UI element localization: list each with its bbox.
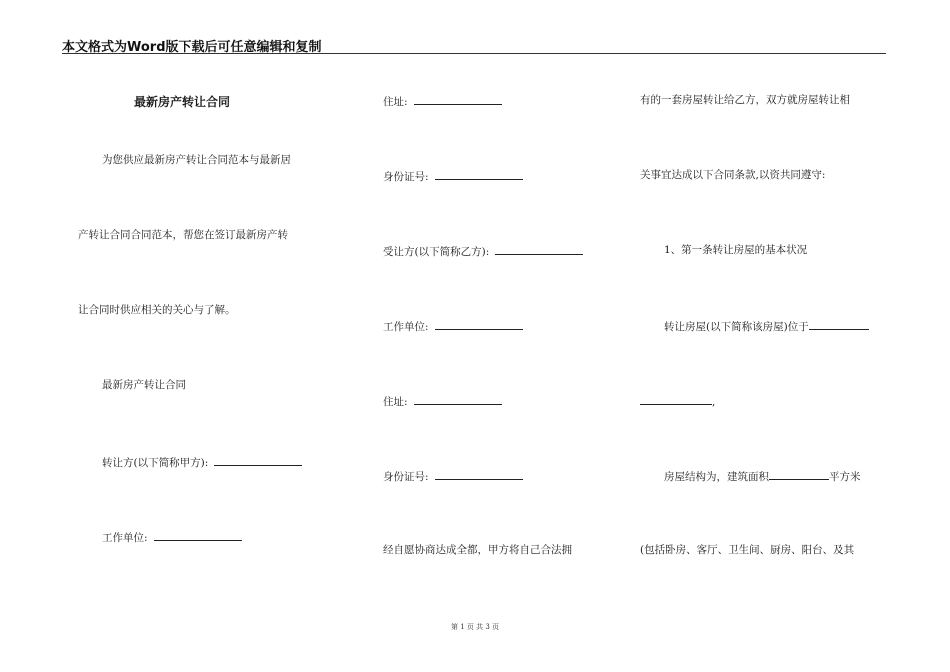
- location-comma: ,: [712, 396, 716, 408]
- work-unit-a-label: 工作单位:: [102, 532, 148, 544]
- work-unit-b-label: 工作单位:: [383, 321, 429, 333]
- intro-line-1: 为您供应最新房产转让合同范本与最新居: [102, 154, 291, 166]
- structure-field: [664, 468, 861, 484]
- location-continued: [640, 393, 715, 409]
- address-a-field: [383, 93, 502, 109]
- work-unit-a-field: [102, 529, 242, 545]
- work-unit-b-blank[interactable]: [435, 318, 523, 330]
- id-b-blank[interactable]: [435, 468, 523, 480]
- id-a-field: [383, 168, 523, 184]
- work-unit-a-blank[interactable]: [154, 529, 242, 541]
- address-a-label: 住址:: [383, 96, 408, 108]
- intro-line-2: 产转让合同合同范本，帮您在签订最新房产转: [78, 229, 288, 241]
- party-a-blank[interactable]: [214, 454, 302, 466]
- area-blank[interactable]: [769, 468, 829, 480]
- location-blank[interactable]: [809, 318, 869, 330]
- address-b-blank[interactable]: [414, 393, 502, 405]
- document-header: 本文格式为Word版下载后可任意编辑和复制: [62, 40, 322, 55]
- id-b-label: 身份证号:: [383, 471, 429, 483]
- party-a-field: [102, 454, 302, 470]
- work-unit-b-field: [383, 318, 523, 334]
- page-footer: 第 1 页 共 3 页: [450, 623, 500, 631]
- agreement-line: 经自愿协商达成全都，甲方将自己合法拥: [383, 544, 572, 556]
- transfer-line-2: 关事宜达成以下合同条款,以资共同遵守:: [640, 169, 826, 181]
- party-b-blank[interactable]: [495, 243, 583, 255]
- address-b-label: 住址:: [383, 396, 408, 408]
- party-b-field: [383, 243, 583, 259]
- id-a-blank[interactable]: [435, 168, 523, 180]
- header-rule: [62, 53, 886, 54]
- document-title: 最新房产转让合同: [134, 95, 231, 109]
- party-b-label: 受让方(以下简称乙方):: [383, 246, 490, 258]
- id-a-label: 身份证号:: [383, 171, 429, 183]
- transfer-line-1: 有的一套房屋转让给乙方，双方就房屋转让相: [640, 94, 850, 106]
- clause-1-heading: 1、第一条转让房屋的基本状况: [664, 244, 808, 256]
- address-b-field: [383, 393, 502, 409]
- address-a-blank[interactable]: [414, 93, 502, 105]
- contract-subtitle: 最新房产转让合同: [102, 379, 186, 391]
- location-field: [664, 318, 869, 334]
- id-b-field: [383, 468, 523, 484]
- area-unit: 平方米: [829, 471, 861, 483]
- location-blank-2[interactable]: [640, 393, 712, 405]
- structure-label: 房屋结构为，建筑面积: [664, 471, 769, 483]
- includes-line: (包括卧房、客厅、卫生间、厨房、阳台、及其: [640, 544, 855, 556]
- party-a-label: 转让方(以下简称甲方):: [102, 457, 209, 469]
- intro-line-3: 让合同时供应相关的关心与了解。: [78, 304, 236, 316]
- location-label: 转让房屋(以下简称该房屋)位于: [664, 321, 809, 333]
